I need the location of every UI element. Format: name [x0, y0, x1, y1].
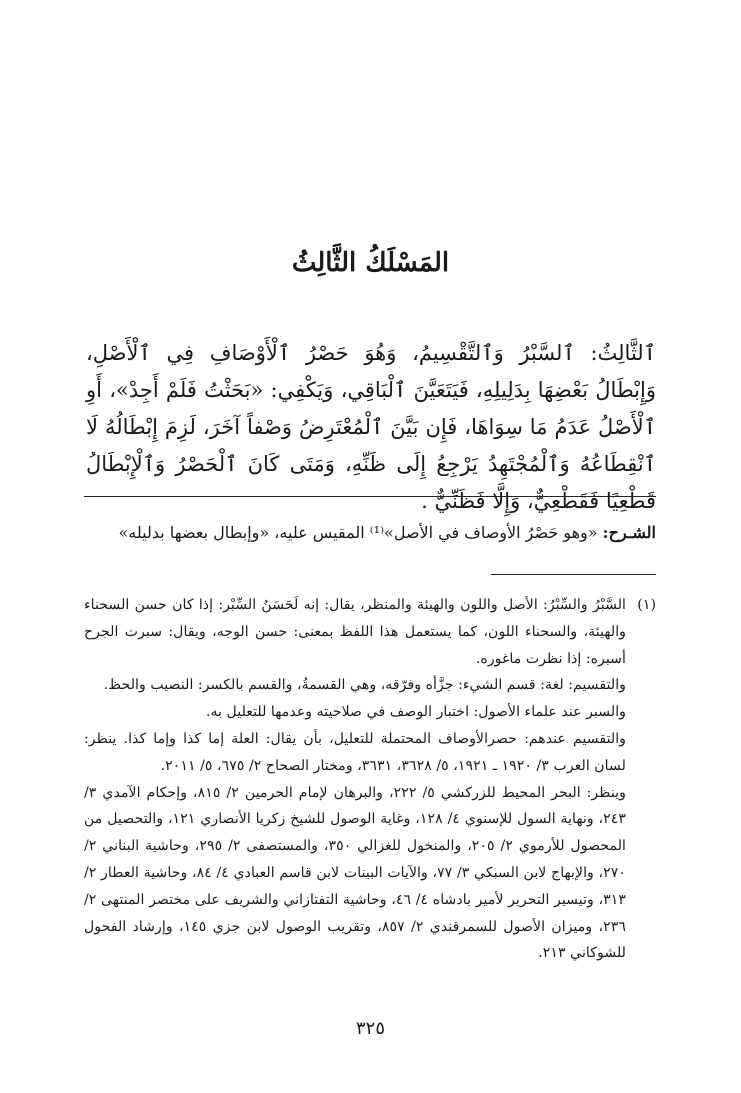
footnote-divider	[491, 574, 656, 575]
chapter-heading: المَسْلَكُ الثَّالِثُ	[291, 248, 450, 278]
commentary-label: الشـرح:	[602, 523, 656, 542]
footnote-paragraph: وينظر: البحر المحيط للزركشي ٥/ ٢٢٢، والبرهان لإمام الحرمين ٢/ ٨١٥، وإحكام الآمدي ٣/ ٢٤٣، ونهاية السول للإسنوي ٤/ ١٢٨، وغاية الوصول للشيخ زكريا الأنصاري ١٢١، والتحصيل من المحصول للأرموي ٢/ ٢٠٥، والمنخول للغزالي ٣٥٠، والمستصفى ٢/ ٢٩٥، وحاشية البناني ٢/ ٢٧٠، والإبهاج لابن السبكي ٣/ ٧٧، والآيات البينات لابن قاسم العبادي ٤/ ٨٤، وحاشية العطار ٢/ ٣١٣، وتيسير التحرير لأمير بادشاه ٤/ ٤٦، وحاشية التفتازاني والشريف على مختصر المنتهى ٢/ ٢٣٦، وميزان الأصول للسمرقندي ٢/ ٨٥٧، وتقريب الوصول لابن جزي ١٤٥، وإرشاد الفحول للشوكاني ٢١٣.	[84, 784, 626, 962]
footnote-item	[84, 592, 656, 967]
page-number: ٣٢٥	[355, 1018, 385, 1039]
commentary-text: «وهو حَصْرُ الأوصاف في الأصل»⁽¹⁾ المقيس عليه، «وإبطال بعضها بدليله»	[118, 523, 603, 542]
main-text: ٱلثَّالِثُ: ٱلسَّبْرُ وَٱلتَّقْسِيمُ، وَهُوَ حَصْرُ ٱلْأَوْصَافِ فِي ٱلْأَصْلِ، وَإِبْطَالُ بَعْضِهَا بِدَلِيلِهِ، فَيَتَعَيَّنَ ٱلْبَاقِي، وَيَكْفِي: «بَحَثْتُ فَلَمْ أَجِدْ»، أَوِ ٱلْأَصْلُ عَدَمُ مَا سِوَاهَا، فَإِن بَيَّنَ ٱلْمُعْتَرِضُ وَصْفاً آخَرَ، لَزِمَ إِبْطَالُهُ لَا ٱنْقِطَاعُهُ وَٱلْمُجْتَهِدُ يَرْجِعُ إِلَى ظَنِّهِ، وَمَتَى كَانَ ٱلْحَصْرُ وَٱلْإِبْطَالُ قَطْعِيًا فَقَطْعِيٌّ، وَإِلَّا فَظَنِّيٌّ .	[86, 341, 656, 513]
footnote-paragraph: والتقسيم عندهم: حصرالأوصاف المحتملة للتعليل، بأن يقال: العلة إما كذا وإما كذا. ينظر: لسان العرب ٣/ ١٩٢٠ ـ ١٩٢١، ٥/ ٣٦٢٨، ٣٦٣١، ومختار الصحاح ٢/ ٦٧٥، ٥/ ٢٠١١.	[84, 730, 626, 774]
footnote-paragraph: والسبر عند علماء الأصول: اختبار الوصف في صلاحيته وعدمها للتعليل به.	[205, 704, 626, 721]
text-divider	[84, 496, 656, 497]
footnotes	[84, 592, 656, 967]
footnote-paragraph: والتقسيم: لغة: قسم الشيء: جزَّأه وفرّقه، وهي القسمةُ، والقسم بالكسر: النصيب والحظ.	[103, 677, 626, 694]
footnote-number: (١)	[637, 597, 656, 613]
commentary-line	[86, 520, 656, 546]
footnote-body	[84, 592, 626, 967]
footnote-paragraph: السَّبْرُ والسِّبْرُ: الأصل واللون والهيئة والمنظر، يقال: إنه لَحَسَنُ السِّبْر: إذا كان حسن السحناء والهيئة، والسحناء اللون، كما يستعمل هذا اللفظ بمعنى: حسن الوجه، ويقال: سبرت الجرح أسبره: إذا نظرت ماغوره.	[84, 597, 626, 667]
